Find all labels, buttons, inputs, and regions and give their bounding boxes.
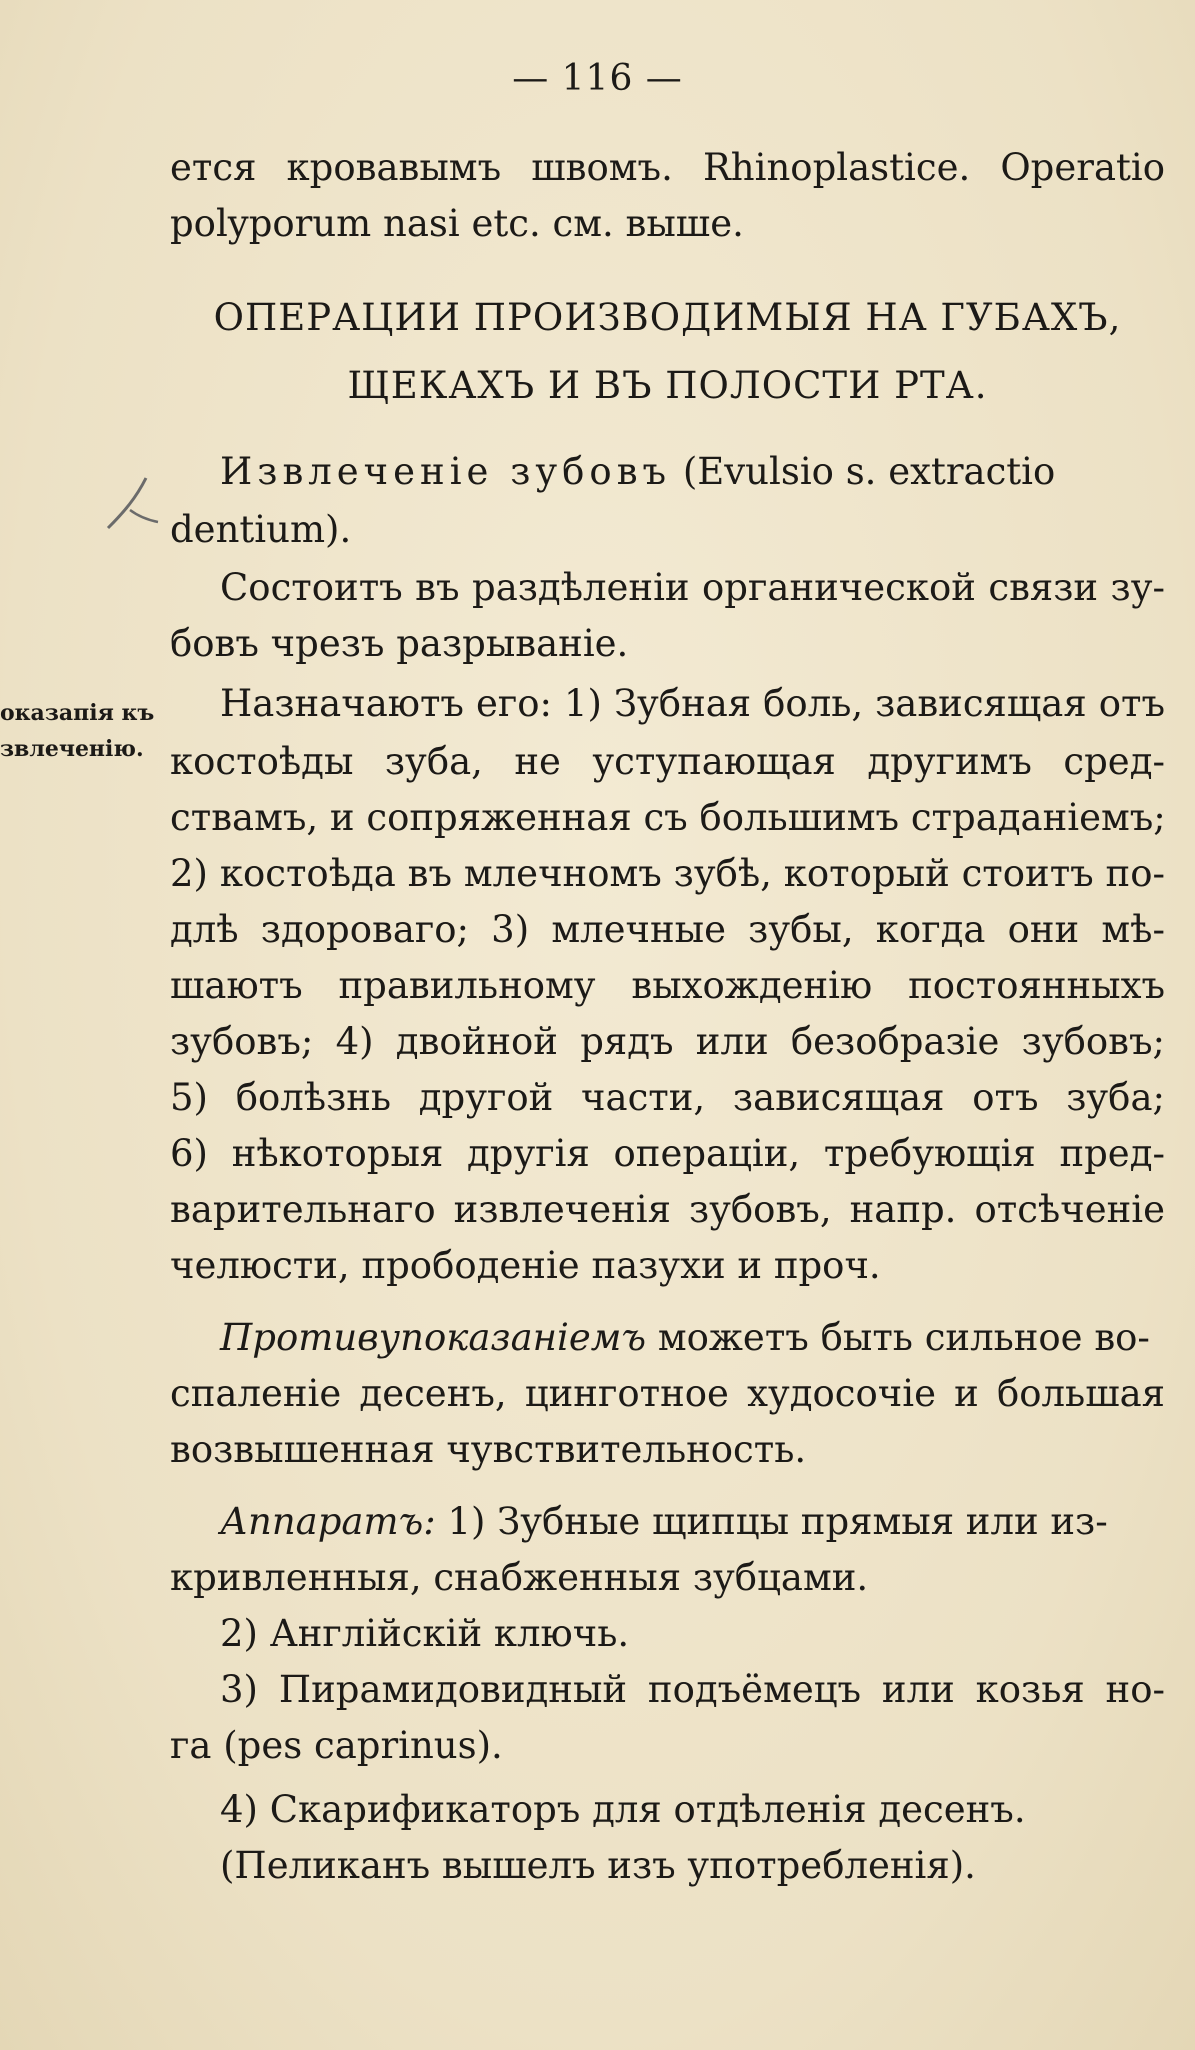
subsection-title-latin: (Evulsio s. extractio bbox=[671, 450, 1056, 493]
text-line: варительнаго извлеченія зубовъ, напр. отсѣченіе bbox=[170, 1188, 1165, 1231]
text-line: костоѣды зуба, не уступающая другимъ сред- bbox=[170, 740, 1165, 783]
list-item: 4) Скарификаторъ для отдѣленія десенъ. bbox=[220, 1788, 1026, 1831]
contra-text: можетъ быть сильное во- bbox=[646, 1316, 1150, 1359]
text-line: кривленныя, снабженныя зубцами. bbox=[170, 1556, 869, 1599]
list-item: 2) Англійскій ключь. bbox=[220, 1612, 630, 1655]
margin-note-line-2: звлеченію. bbox=[0, 736, 144, 762]
list-item: 3) Пирамидовидный подъёмецъ или козья но- bbox=[220, 1668, 1165, 1711]
page-number: — 116 — bbox=[512, 58, 683, 99]
text-line bbox=[220, 1310, 1165, 1366]
text-line: ствамъ, и сопряженная съ большимъ страданіемъ; bbox=[170, 796, 1166, 839]
text-line: возвышенная чувствительность. bbox=[170, 1428, 807, 1471]
text-line: polyporum nasi etc. см. выше. bbox=[170, 202, 744, 245]
contra-label: Противупоказаніемъ bbox=[220, 1316, 647, 1359]
subsection-title-spaced: Извлеченіе зубовъ bbox=[220, 450, 672, 493]
text-line: 5) болѣзнь другой части, зависящая отъ зуба; bbox=[170, 1076, 1165, 1119]
subsection-title bbox=[220, 444, 1165, 500]
apparatus-label: Аппаратъ: bbox=[220, 1500, 436, 1543]
text-line: Состоитъ въ раздѣленіи органической связи зу- bbox=[220, 566, 1165, 609]
text-line: зубовъ; 4) двойной рядъ или безобразіе зубовъ; bbox=[170, 1020, 1165, 1063]
pencil-mark-icon bbox=[100, 470, 160, 540]
list-item: (Пеликанъ вышелъ изъ употребленія). bbox=[220, 1844, 976, 1887]
text-line: 2) костоѣда въ млечномъ зубѣ, который стоитъ по- bbox=[170, 852, 1165, 895]
text-line: челюсти, прободеніе пазухи и проч. bbox=[170, 1244, 881, 1287]
apparatus-text: 1) Зубные щипцы прямыя или из- bbox=[435, 1500, 1108, 1543]
subsection-title-line-2: dentium). bbox=[170, 508, 352, 551]
text-line: Назначаютъ его: 1) Зубная боль, зависящая отъ bbox=[220, 682, 1165, 725]
list-item: га (pes caprinus). bbox=[170, 1724, 503, 1767]
text-line: шаютъ правильному выхожденію постоянныхъ bbox=[170, 964, 1165, 1007]
text-line: спаленіе десенъ, цинготное худосочіе и большая bbox=[170, 1372, 1165, 1415]
text-line: бовъ чрезъ разрываніе. bbox=[170, 622, 629, 665]
text-line: ется кровавымъ швомъ. Rhinoplastice. Operatio bbox=[170, 146, 1165, 189]
text-line: длѣ здороваго; 3) млечные зубы, когда они мѣ- bbox=[170, 908, 1165, 951]
section-heading-line-1: ОПЕРАЦИИ ПРОИЗВОДИМЫЯ НА ГУБАХЪ, bbox=[213, 296, 1122, 339]
section-heading-line-2: ЩЕКАХЪ И ВЪ ПОЛОСТИ РТА. bbox=[347, 364, 988, 407]
text-line bbox=[220, 1494, 1165, 1550]
margin-note-line-1: оказапія къ bbox=[0, 700, 155, 726]
text-line: 6) нѣкоторыя другія операціи, требующія пред- bbox=[170, 1132, 1165, 1175]
